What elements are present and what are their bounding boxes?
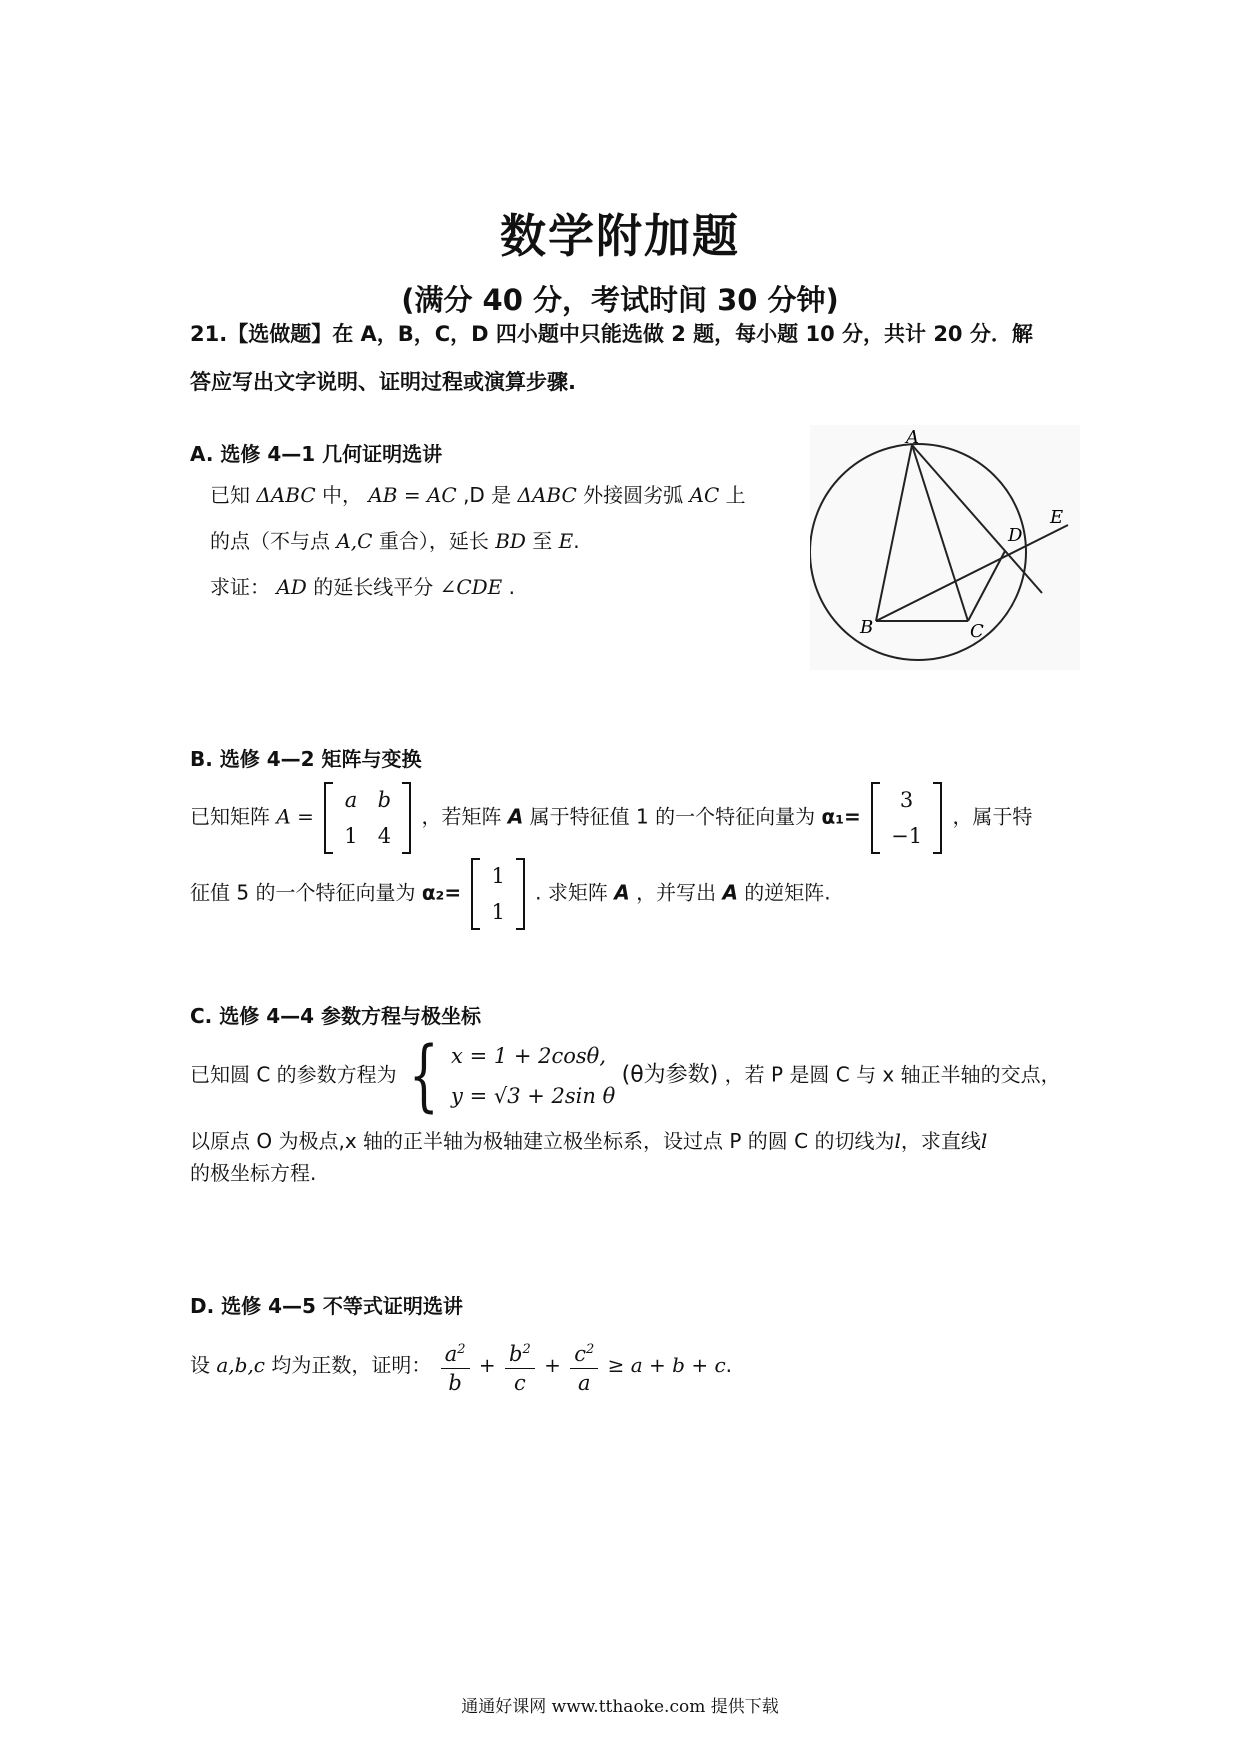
matrix-a-bold: A: [507, 804, 524, 829]
section-c-line-2: [190, 1126, 1080, 1156]
text: 已知矩阵: [190, 804, 270, 829]
section-a-line-1: [210, 480, 790, 510]
question-21-intro: [190, 290, 1070, 406]
denominator: b: [448, 1371, 462, 1395]
numerator-var: a: [444, 1342, 458, 1366]
text: 外接圆劣弧: [583, 483, 684, 507]
parametric-system: [451, 1036, 615, 1116]
text: 已知圆 C 的参数方程为: [190, 1062, 397, 1087]
angle-cde: ∠CDE: [439, 575, 503, 599]
label-a: A: [906, 427, 919, 448]
section-a-line-2: [210, 526, 790, 556]
section-d-line-1: [190, 1336, 1070, 1397]
vector-cell: −1: [891, 824, 923, 848]
parametric-eq-y: y = √3 + 2sin θ: [451, 1084, 616, 1108]
eigenvector-2: [471, 858, 524, 930]
inequality-rhs: ≥ a + b + c: [607, 1353, 726, 1377]
plus-sign: +: [478, 1353, 496, 1377]
page-subtitle: (满分 40 分，考试时间 30 分钟): [401, 283, 839, 317]
text: 重合），延长: [378, 529, 489, 553]
matrix-a-symbol: A =: [276, 804, 314, 829]
text: 以原点 O 为极点,x 轴的正半轴为极轴建立极坐标系，设过点 P 的圆 C 的切线为: [190, 1129, 895, 1153]
left-brace: {: [408, 1031, 439, 1121]
text: 的延长线平分: [313, 575, 434, 599]
download-footer: 通通好课网 www.tthaoke.com 提供下载: [461, 1697, 779, 1717]
text: .: [508, 575, 515, 599]
text: ，并写出: [636, 880, 717, 905]
section-b-line-2: [190, 858, 1070, 930]
numerator: $b^2$: [505, 1336, 535, 1369]
text: 的逆矩阵.: [744, 880, 831, 905]
page-title: 数学附加题: [500, 209, 740, 263]
alpha-2-symbol: α₂=: [421, 880, 462, 905]
variables-abc: a,b,c: [216, 1353, 266, 1377]
section-a-body: [210, 480, 790, 602]
intro-line-1: 21.【选做题】在 A，B，C，D 四小题中只能选做 2 题，每小题 10 分，共计 20 分．解: [190, 322, 1033, 346]
intro-line-2: 答应写出文字说明、证明过程或演算步骤.: [190, 370, 576, 394]
point-e: E: [558, 529, 574, 553]
text: 属于特征值 1 的一个特征向量为: [529, 804, 816, 829]
section-c-line-3: 的极坐标方程.: [190, 1161, 317, 1185]
matrix-cell: 4: [377, 824, 392, 848]
label-b: B: [860, 617, 874, 638]
section-d-heading: D. 选修 4—5 不等式证明选讲: [190, 1294, 463, 1318]
text: 求证：: [210, 575, 270, 599]
text: 已知: [210, 483, 250, 507]
line-l: l: [980, 1129, 988, 1153]
matrix-a-bold: A: [614, 880, 630, 905]
text: 均为正数，证明：: [271, 1353, 432, 1377]
eigenvector-1: [871, 782, 942, 854]
matrix-cell: a: [344, 788, 358, 812]
text: 的点（不与点: [210, 529, 330, 553]
circle-geometry-figure: [810, 425, 1080, 670]
plus-sign: +: [544, 1353, 561, 1377]
text: 设: [190, 1353, 210, 1377]
text: 中，: [321, 483, 362, 507]
matrix-a-bold: A: [722, 880, 738, 905]
numerator-var: c: [574, 1342, 587, 1366]
text: ,D 是: [463, 483, 512, 507]
numerator: $a^2$: [441, 1336, 470, 1369]
label-d: D: [1008, 525, 1023, 546]
section-b-line-1: [190, 782, 1070, 854]
section-c-heading: C. 选修 4—4 参数方程与极坐标: [190, 1004, 481, 1028]
alpha-1-symbol: α₁=: [821, 804, 861, 829]
section-a-line-3: [210, 572, 790, 602]
line-l: l: [894, 1129, 901, 1153]
triangle-abc: ΔABC: [517, 483, 577, 507]
denominator: a: [578, 1371, 591, 1395]
parameter-note: (θ为参数): [621, 1062, 719, 1088]
label-c: C: [970, 621, 984, 642]
matrix-a: [324, 782, 411, 854]
fraction-c2-over-a: [570, 1336, 598, 1397]
fraction-a2-over-b: [441, 1336, 470, 1397]
text: ，属于特: [952, 804, 1033, 829]
numerator: $c^2$: [570, 1336, 598, 1369]
fraction-b2-over-c: [505, 1336, 535, 1397]
text: . 求矩阵: [535, 880, 608, 905]
text: ，求直线: [900, 1129, 981, 1153]
matrix-cell: b: [377, 788, 392, 812]
section-c-line-1: [190, 1031, 1080, 1121]
matrix-cell: 1: [344, 824, 358, 848]
vector-cell: 1: [491, 900, 505, 924]
points-a-c: A,C: [336, 529, 373, 553]
text: ，若 P 是圆 C 与 x 轴正半轴的交点，: [724, 1062, 1061, 1087]
denominator: c: [514, 1371, 526, 1395]
section-b-heading: B. 选修 4—2 矩阵与变换: [190, 747, 422, 771]
arc-ac: AC: [689, 483, 720, 507]
equation-ab-ac: AB = AC: [368, 483, 457, 507]
segment-bd: BD: [495, 529, 526, 553]
parametric-eq-x: x = 1 + 2cosθ,: [451, 1044, 607, 1068]
text: 至: [532, 529, 553, 553]
section-a-heading: A. 选修 4—1 几何证明选讲: [190, 442, 443, 466]
text: .: [725, 1353, 733, 1377]
text: 上: [725, 483, 746, 507]
numerator-var: b: [509, 1342, 523, 1366]
vector-cell: 1: [491, 864, 505, 888]
segment-ad: AD: [276, 575, 307, 599]
vector-cell: 3: [899, 788, 914, 812]
triangle-abc: ΔABC: [256, 483, 316, 507]
text: ，若矩阵: [421, 804, 502, 829]
text: 征值 5 的一个特征向量为: [190, 880, 416, 905]
text: .: [573, 529, 580, 553]
label-e: E: [1050, 507, 1064, 528]
